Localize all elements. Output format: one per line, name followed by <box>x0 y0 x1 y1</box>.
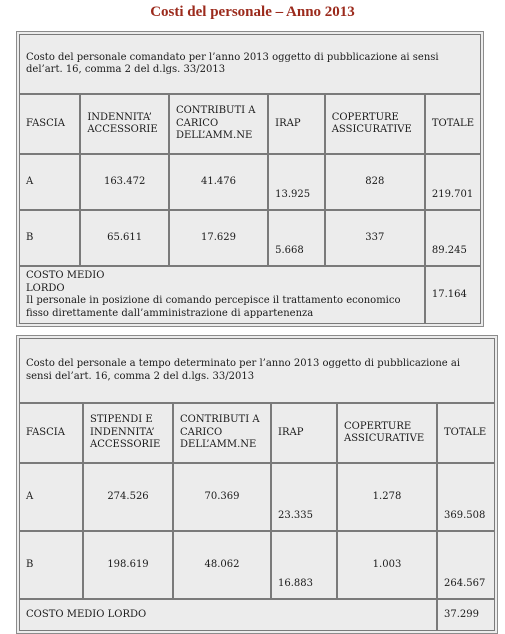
header-fascia: FASCIA <box>19 403 83 463</box>
header-totale: TOTALE <box>437 403 495 463</box>
table-caption: Costo del personale a tempo determinato per l’anno 2013 oggetto di pubblicazione ai sensi del’art. 16, comma 2 del d.lgs. 33/2013 <box>19 338 495 403</box>
header-contributi: CONTRIBUTI A CARICO DELL’AMM.NE <box>169 94 268 154</box>
cell-coperture: 337 <box>325 210 425 266</box>
cell-indennita: 65.611 <box>80 210 169 266</box>
footer-label-line1: COSTO MEDIO <box>26 270 105 281</box>
footer-total: 17.164 <box>425 266 481 324</box>
header-totale: TOTALE <box>425 94 481 154</box>
footer-label-line2: LORDO <box>26 282 65 294</box>
cell-fascia: B <box>19 531 83 599</box>
cell-contributi: 48.062 <box>173 531 271 599</box>
cell-totale: 89.245 <box>425 210 481 266</box>
table-caption: Costo del personale comandato per l’anno 2013 oggetto di pubblicazione ai sensi del’art. 16, comma 2 del d.lgs. 33/2013 <box>19 34 481 94</box>
cell-totale: 369.508 <box>437 463 495 531</box>
cell-irap: 5.668 <box>268 210 325 266</box>
cell-coperture: 1.003 <box>337 531 437 599</box>
page-title: Costi del personale – Anno 2013 <box>150 4 355 20</box>
header-stipendi: STIPENDI E INDENNITA’ ACCESSORIE <box>83 403 173 463</box>
cell-contributi: 17.629 <box>169 210 268 266</box>
header-coperture: COPERTURE ASSICURATIVE <box>337 403 437 463</box>
header-coperture: COPERTURE ASSICURATIVE <box>325 94 425 154</box>
footer-costo-medio: COSTO MEDIO LORDO <box>19 599 437 631</box>
cell-coperture: 1.278 <box>337 463 437 531</box>
cell-contributi: 41.476 <box>169 154 268 210</box>
cell-fascia: A <box>19 154 80 210</box>
personale-comandato-table <box>16 31 484 327</box>
header-fascia: FASCIA <box>19 94 80 154</box>
header-irap: IRAP <box>268 94 325 154</box>
cell-indennita: 163.472 <box>80 154 169 210</box>
footer-costo-medio <box>19 266 425 324</box>
footer-total: 37.299 <box>437 599 495 631</box>
cell-irap: 13.925 <box>268 154 325 210</box>
cell-irap: 16.883 <box>271 531 337 599</box>
cell-stipendi: 198.619 <box>83 531 173 599</box>
cell-fascia: B <box>19 210 80 266</box>
personale-tempo-determinato-table <box>16 335 498 634</box>
cell-stipendi: 274.526 <box>83 463 173 531</box>
header-irap: IRAP <box>271 403 337 463</box>
cell-irap: 23.335 <box>271 463 337 531</box>
footer-note: Il personale in posizione di comando percepisce il trattamento economico fisso direttamente dall’amministrazione di appartenenza <box>26 295 401 319</box>
cell-totale: 264.567 <box>437 531 495 599</box>
cell-coperture: 828 <box>325 154 425 210</box>
cell-contributi: 70.369 <box>173 463 271 531</box>
cell-fascia: A <box>19 463 83 531</box>
cell-totale: 219.701 <box>425 154 481 210</box>
header-indennita: INDENNITA’ ACCESSORIE <box>80 94 169 154</box>
header-contributi: CONTRIBUTI A CARICO DELL’AMM.NE <box>173 403 271 463</box>
